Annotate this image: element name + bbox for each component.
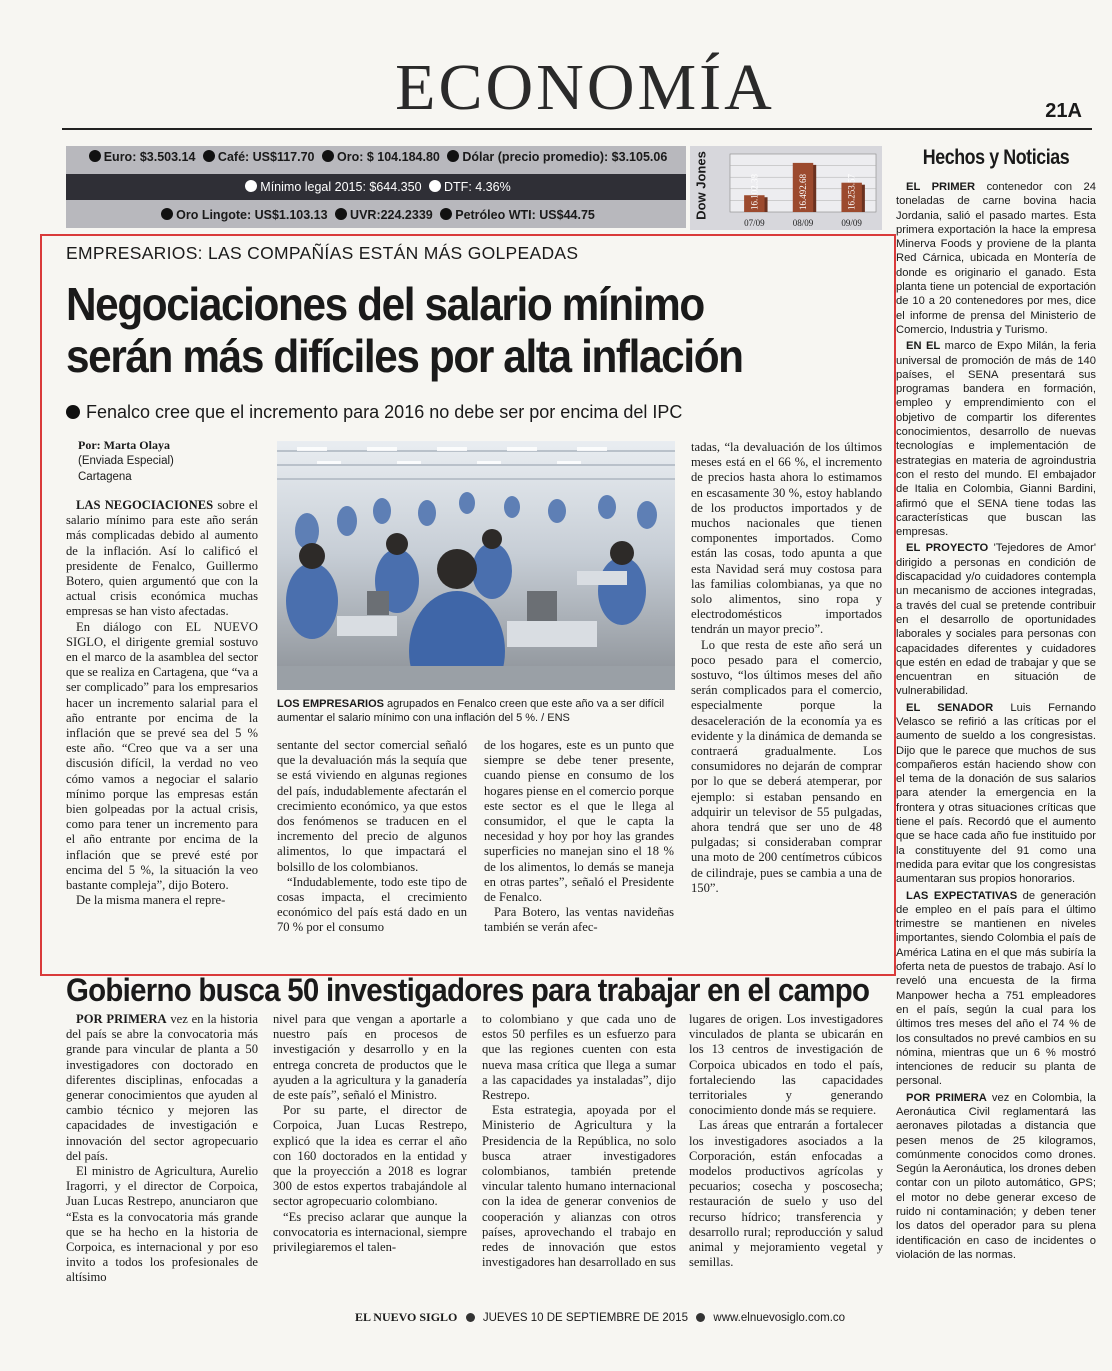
sidebar-item-text: vez en Colombia, la Aeronáutica Civil reglamentará las aeronaves pilotadas a distancia que pesen menos de 25 kilogramos, comúnmente conocidos como drones. Según la Aeronáutica, los drones deben contar con un piloto automático, GPS; el motor no debe generar exceso de ruido ni contaminación; y deben tener los datos del operador para su plena identificación en caso de incidentes o violación de las normas. [896,1091,1096,1261]
chart-category-label: 07/09 [744,218,765,228]
bullet-icon [203,150,215,162]
bullet-icon [66,405,80,419]
indicator-minimo: Mínimo legal 2015: $644.350 [260,180,422,194]
article-col1-paragraph [66,498,258,620]
article2-col2-paragraph [273,1103,467,1209]
bullet-icon [89,150,101,162]
article-headline: Negociaciones del salario mínimo serán más difíciles por alta inflación [66,278,743,382]
sidebar-item [896,180,1096,337]
article-col3-p1: de los hogares, este es un punto que siempre se debe tener presente, cuando piense en consumo de los hogares piense en el comercio porque este sector es el que le llega al consumidor, el que le capta la necesidad y hoy por hoy las grandes superficies no manejan sino el 18 % de los alimentos, lo demás se maneja en otras partes”, señaló el Presidente de Fenalco. [484,738,674,905]
footer-date: JUEVES 10 DE SEPTIEMBRE DE 2015 [482,1312,688,1324]
indicators-row-3 [66,208,686,222]
article2-col2-paragraph [273,1210,467,1256]
indicators-row-1 [66,150,686,164]
sidebar-item-lead: EN EL [906,340,941,353]
bullet-icon [440,208,452,220]
article-kicker: EMPRESARIOS: LAS COMPAÑÍAS ESTÁN MÁS GOLPEADAS [66,243,579,263]
bullet-icon [429,180,441,192]
sidebar-item-text: Luis Fernando Velasco se refirió a las críticas por el aumento de sueldo a los congresistas. Dijo que le parece que muchos de sus compañeros están haciendo show con el tema de la donación de sus salarios para atender la emergencia en la frontera y otras situaciones críticas que tiene el país. Recordó que el aumento que se hace cada año fue instituido por la constituyente del 91 como una medida para evitar que los congresistas aumentaran sus propios honorarios. [896,701,1096,886]
sidebar-item-lead: EL PROYECTO [906,542,989,555]
indicator-euro: Euro: $3.503.14 [103,150,196,164]
sidebar-item-lead: LAS EXPECTATIVAS [906,889,1018,902]
article2-col2-text: “Es preciso aclarar que aunque la convocatoria es internacional, siempre privilegiaremos el talen- [273,1209,467,1255]
byline-place: Cartagena [78,471,132,483]
article-subhead-text: Fenalco cree que el incremento para 2016 no debe ser por encima del IPC [86,402,683,422]
indicator-cafe: Café: US$117.70 [217,150,315,164]
article2-col1-paragraph [66,1012,258,1164]
article2-headline: Gobierno busca 50 investigadores para trabajar en el campo [66,972,870,1008]
chart-bar-value-label: 16.102.38 [749,174,760,210]
article2-column-1 [66,1012,258,1286]
article2-col2-paragraph [273,1012,467,1103]
sidebar-item [896,701,1096,887]
sidebar-items [896,180,1096,1262]
sidebar-item-lead: EL PRIMER [906,181,976,193]
bullet-icon [245,180,257,192]
indicator-oro: Oro: $ 104.184.80 [337,150,440,164]
indicator-uvr: UVR:224.2339 [350,208,433,222]
article2-col1-lead: POR PRIMERA [76,1012,167,1026]
byline-author: Por: Marta Olaya [78,438,170,452]
factory-workers-photo [277,441,675,690]
sidebar-item [896,541,1096,698]
bullet-icon [447,150,459,162]
article2-col2-text: nivel para que vengan a aportarle a nuestro país en procesos de investigación y desarrollo y en la entrega concreta de productos que le ayuden a la agricultura y la ganadería de este país”, señaló el Ministro. [273,1012,467,1103]
indicators-row-2 [66,174,686,200]
article-col4-p2: Lo que resta de este año será un poco pesado para el comercio, sostuvo, “los últimos meses del año serán complicados para el comercio, especialmente porque la desaceleración de la economía ya es evidente y la dinámica de demanda se contraerá gradualmente. Los consumidores no dejarán de comprar por lo que se deberá atemperar, por ejemplo: si estaban pensando en adquirir un televisor de 55 pulgadas, ahora tendrá que ser uno de 48 pulgadas; si consideraban comprar una moto de 200 centímetros cúbicos de cilindraje, pues se cambia a una de 150”. [691,637,882,895]
article2-col3-text: Esta estrategia, apoyada por el Ministerio de Agricultura y la Presidencia de la República, no solo busca atraer investigadores colombianos, también pretende vincular talento humano internacional con la idea de generar convenios de cooperación y alianzas con otros países, aprovechando el trabajo en redes de innovación que estos investigadores han desarrollado en sus [482,1103,676,1270]
chart-title: Dow Jones [693,151,709,220]
article2-column-4 [689,1012,883,1270]
article2-col1-text: El ministro de Agricultura, Aurelio Iragorri, y el director de Corpoica, Juan Lucas Restrepo, anunciaron que “Esta es la convocatoria más grande que se ha hecho en la historia de Corpoica, es internacional y por eso invito a todos los profesionales de altísimo [66,1164,258,1285]
indicator-petroleo: Petróleo WTI: US$44.75 [455,208,595,222]
chart-bar-value-label: 16.492.68 [798,174,808,210]
article-col3-p2: Para Botero, las ventas navideñas también se verán afec- [484,905,674,935]
article-column-4 [691,440,882,896]
bullet-icon [322,150,334,162]
article-subhead [66,402,682,423]
article2-col3-paragraph [482,1012,676,1103]
sidebar-item [896,1091,1096,1263]
footer-url[interactable]: www.elnuevosiglo.com.co [713,1312,846,1324]
globe-icon [696,1313,705,1322]
article2-col4-text: lugares de origen. Los investigadores vinculados de planta se ubicarán en los 13 centros de investigación de Corpoica ubicados en todo el país, fortaleciendo las capacidades territoriales y generando conocimiento donde más se requiere. [689,1012,883,1118]
page-number: 21A [1045,100,1082,122]
article-col1-lead: LAS NEGOCIACIONES [76,498,214,512]
article-col2-p2: “Indudablemente, todo este tipo de cosas impacta, el crecimiento económico del país está dado en un 70 % por el consumo [277,874,467,935]
article-column-1 [66,498,258,908]
sidebar-item-text: de generación de empleo en el país para el último trimestre se mantienen en niveles importantes, siendo Colombia el país de América Latina en el que más subiría la oferta neta de puestos de trabajo. Así lo reveló una encuesta de la firma Manpower hecha a 751 empleadores en el país, según la cual para los últimos tres meses del año el 74 % de los consultados no prevé cambios en su nómina, mientras que un 6 % mostró intenciones de reducir su planta de personal. [896,889,1096,1088]
article2-col4-paragraph [689,1118,883,1270]
article2-col1-text: vez en la historia del país se abre la convocatoria más grande para vincular de planta a 50 investigadores con doctorado en diferentes disciplinas, enfocadas a generar conocimientos que ayuden al cambio técnico y mejoren las capacidades de investigación e innovación del sector agropecuario del país. [66,1012,258,1163]
article2-col3-text: to colombiano y que cada uno de estos 50 perfiles es un esfuerzo para que las regiones cuenten con esta nueva masa crítica que llega a sumar a las capacidades ya instaladas”, dijo Restrepo. [482,1012,676,1103]
sidebar-hechos-y-noticias [896,140,1096,1300]
sidebar-item-text: marco de Expo Milán, la feria universal de promoción de más de 140 países, el SENA presentará sus programas bandera en formación, empleo y emprendimiento con el objetivo de compartir los diferentes conocimientos, desarrollo de nuevas tecnologías e implementación de estrategias en materia de agroindustria con el resto del mundo. El embajador de Italia en Colombia, Gianni Bardini, afirmó que el SENA tiene todas las características que buscan las empresas. [896,340,1096,539]
caption-lead: LOS EMPRESARIOS [277,698,384,710]
article2-column-2 [273,1012,467,1255]
footer-paper: EL NUEVO SIGLO [354,1310,458,1324]
indicator-dolar: Dólar (precio promedio): $3.105.06 [462,150,668,164]
chart-bar-value-label: 16.253.57 [846,174,857,210]
byline-role: (Enviada Especial) [78,455,174,467]
sidebar-item [896,339,1096,539]
article2-col3-paragraph [482,1103,676,1270]
article-col2-p1: sentante del sector comercial señaló que la devaluación más la sequía que se está viviendo en algunas regiones del país, indudablemente afectarán el crecimiento económico, ya que estos dos fenómenos se traducen en el incremento del precio de algunos alimentos, lo que impactará el bolsillo de los colombianos. [277,738,467,874]
bullet-icon [335,208,347,220]
article-col1-text: En diálogo con EL NUEVO SIGLO, el dirigente gremial sostuvo en el marco de la asamblea del sector que se realiza en Cartagena, que “va a ser complicado” para los empresarios hacer un incremento salarial para el año entrante por encima de la inflación que se prevé sea del 5 % este año. “Creo que va a ser una discusión difícil, la verdad no veo cómo vamos a negociar el salario mínimo porque las empresas están bien golpeadas por la actual crisis, como para tener un incremento para el año entrante por encima de la inflación que se prevé esté por encima del 5 %, la situación la veo bastante compleja”, dijo Botero. [66,619,258,893]
dow-jones-plot [690,146,882,230]
article2-col4-text: Las áreas que entrarán a fortalecer los investigadores asociados a la Corporación, están enfocadas a modelos productivos agrícolas y pecuarios; cosecha y poscosecha; restauración de suelo y uso del recurso hídrico; transferencia y desarrollo rural; reproducción y salud animal y mejoramiento vegetal y semillas. [689,1118,883,1270]
sidebar-item [896,889,1096,1089]
chart-category-label: 09/09 [841,218,862,228]
article2-col2-text: Por su parte, el director de Corpoica, Juan Lucas Restrepo, explicó que la idea es cerrar el año con 160 doctorados en la entidad y que la proyección a 2018 es lograr 300 de estos expertos trabajándole al sector agropecuario colombiano. [273,1103,467,1209]
article-col1-text: sobre el salario mínimo para este año serán más complicadas debido al aumento de la inflación. Así lo calificó el presidente de Fenalco, Guillermo Botero, quien argumentó que con la actual crisis económica muchas empresas se han visto afectadas. [66,498,258,619]
article-byline [78,437,258,485]
article-col1-paragraph [66,893,258,908]
header-rule [62,128,1092,130]
article2-column-3 [482,1012,676,1270]
article-column-2 [277,738,467,936]
sidebar-item-lead: EL SENADOR [906,701,994,714]
sidebar-item-text: 'Tejedores de Amor' dirigido a personas en condición de discapacidad y/o cuidadores contempla un mecanismo de acciones integradas, a través del cual se pretende contribuir en el desarrollo de oportunidades laborales y sociales para personas con capacidades diferentes y cuidadores que estén en edad de trabajar y que se encuentran en situación de vulnerabilidad. [896,542,1096,698]
page-footer [0,1310,1112,1325]
indicator-oro-lingote: Oro Lingote: US$1.103.13 [176,208,328,222]
photo-caption [277,697,675,725]
article-col1-text: De la misma manera el repre- [76,893,226,908]
section-title: ECONOMÍA [395,51,775,124]
article-column-3 [484,738,674,936]
article2-col4-paragraph [689,1012,883,1118]
caption-text: agrupados en Fenalco creen que este año va a ser difícil aumentar el salario mínimo con una inflación del 5 %. / ENS [277,698,665,724]
bullet-icon [161,208,173,220]
article2-col1-paragraph [66,1164,258,1286]
market-indicators [66,146,686,228]
indicator-dtf: DTF: 4.36% [444,180,511,194]
sidebar-item-text: contenedor con 24 toneladas de carne bovina hacia Jordania, salió el pasado martes. Esta primera exportación la hace la empresa Minerva Foods y proviene de la planta Red Cárnica, ubicada en Montería de donde es originario el ganado. Esta planta tiene un potencial de exportación de 10 a 20 contenedores por mes, dice el informe de prensa del Ministerio de Comercio, Industria y Turismo. [896,181,1096,336]
chart-category-label: 08/09 [792,218,814,228]
bullet-icon [466,1313,475,1322]
sidebar-item-lead: POR PRIMERA [906,1091,987,1104]
dow-jones-chart [690,146,882,230]
article-col1-paragraph [66,620,258,894]
article-col4-p1: tadas, “la devaluación de los últimos meses está en el 66 %, el incremento de precios hasta ahora lo estimamos en escasamente 30 %, estoy hablando de los productos importados y de muchos nacionales que tienen componentes importados. Como están las cosas, todo apunta a que esta Navidad será muy costosa para las familias colombianas, ya que no solo alimentos, sino ropa y electrodomésticos importados tendrán un mayor precio”. [691,440,882,637]
sidebar-title: Hechos y Noticias [922,146,1070,169]
